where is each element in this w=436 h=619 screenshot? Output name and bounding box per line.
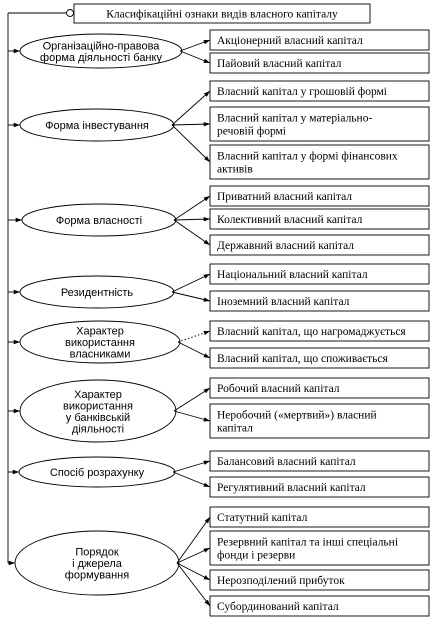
item-connector (174, 388, 210, 411)
text-line: Субординований капітал (217, 601, 339, 613)
text-line: Порядок (75, 546, 119, 559)
text-line: Власний капітал у грошовій формі (217, 86, 388, 98)
item-connector (180, 51, 210, 63)
text-line: речовій формі (217, 125, 287, 138)
text-line: Нерозподілений прибуток (217, 575, 345, 587)
text-line: Власний капітал у матеріально- (217, 112, 373, 125)
item-connector (174, 220, 210, 245)
text-line: Характер (74, 388, 122, 401)
item-connector (172, 91, 210, 125)
item-label (217, 86, 387, 98)
text-line: Неробочий («мертвий») власний (217, 409, 377, 422)
text-line: і джерела (72, 558, 122, 570)
text-line: Власний капітал у формі фінансових (217, 150, 398, 163)
text-line: власниками (69, 348, 131, 361)
text-line: Іноземний власний капітал (217, 296, 350, 308)
text-line: Форма власності (55, 215, 143, 227)
text-line: у банківській (65, 411, 131, 424)
item-label (217, 326, 406, 338)
group-label (56, 215, 142, 227)
text-line: формування (64, 569, 130, 582)
text-line: Державний власний капітал (217, 240, 355, 252)
text-line: форма діяльності банку (40, 51, 162, 64)
item-connector (178, 342, 210, 358)
item-connector (174, 196, 210, 220)
text-line: використання (63, 400, 133, 413)
text-line: Національний власний капітал (217, 269, 368, 281)
item-connector (174, 411, 210, 421)
text-line: використання (65, 337, 135, 349)
item-connector (174, 219, 210, 220)
item-connector (173, 472, 210, 487)
text-line: Акціонерний власний капітал (217, 35, 363, 47)
text-line: фонди і резерви (217, 549, 296, 562)
diagram-title: Класифікаційні ознаки видів власного капіталу (106, 8, 338, 21)
item-label (217, 601, 339, 613)
item-label (217, 296, 350, 308)
text-line: Колективний власний капітал (217, 214, 363, 226)
item-connector (177, 563, 210, 580)
connector-node (67, 10, 74, 17)
item-label (217, 353, 389, 365)
item-label (217, 191, 352, 203)
text-line: Робочий власний капітал (217, 383, 340, 395)
item-connector (173, 461, 210, 472)
text-line: Приватний власний капітал (217, 191, 353, 203)
item-connector (172, 274, 210, 292)
item-label (217, 35, 363, 47)
text-line: Статутний капітал (217, 512, 308, 524)
text-line: активів (217, 163, 253, 176)
item-label (217, 58, 342, 70)
item-label (217, 482, 366, 494)
item-label (217, 575, 345, 587)
item-connector (172, 124, 210, 125)
text-line: Власний капітал, що споживається (217, 353, 388, 365)
text-line: капітал (217, 422, 253, 435)
item-label (217, 240, 354, 252)
item-label (217, 214, 363, 226)
text-line: Пайовий власний капітал (217, 58, 342, 70)
item-connector (172, 292, 210, 301)
item-label (217, 512, 308, 524)
item-connector (178, 331, 210, 342)
item-label (217, 456, 356, 468)
text-line: Балансовий власний капітал (217, 456, 356, 468)
item-label (217, 383, 340, 395)
group-label (40, 40, 162, 64)
item-connector (172, 125, 210, 162)
text-line: Резидентність (60, 287, 134, 299)
text-line: Спосіб розрахунку (49, 467, 145, 479)
group-label (50, 467, 145, 479)
text-line: діяльності (71, 423, 125, 436)
item-connector (180, 40, 210, 51)
text-line: Резервний капітал та інші спеціальні (217, 536, 399, 549)
text-line: Регулятивний власний капітал (217, 482, 366, 494)
text-line: Організаційно-правова (42, 40, 160, 53)
item-connector (177, 517, 210, 563)
group-label (61, 287, 134, 299)
text-line: Характер (76, 325, 124, 338)
group-label (45, 120, 149, 132)
item-connector (177, 563, 210, 606)
text-line: Власний капітал, що нагромаджується (217, 326, 406, 338)
text-line: Форма інвестування (45, 120, 149, 132)
item-label (217, 269, 368, 281)
